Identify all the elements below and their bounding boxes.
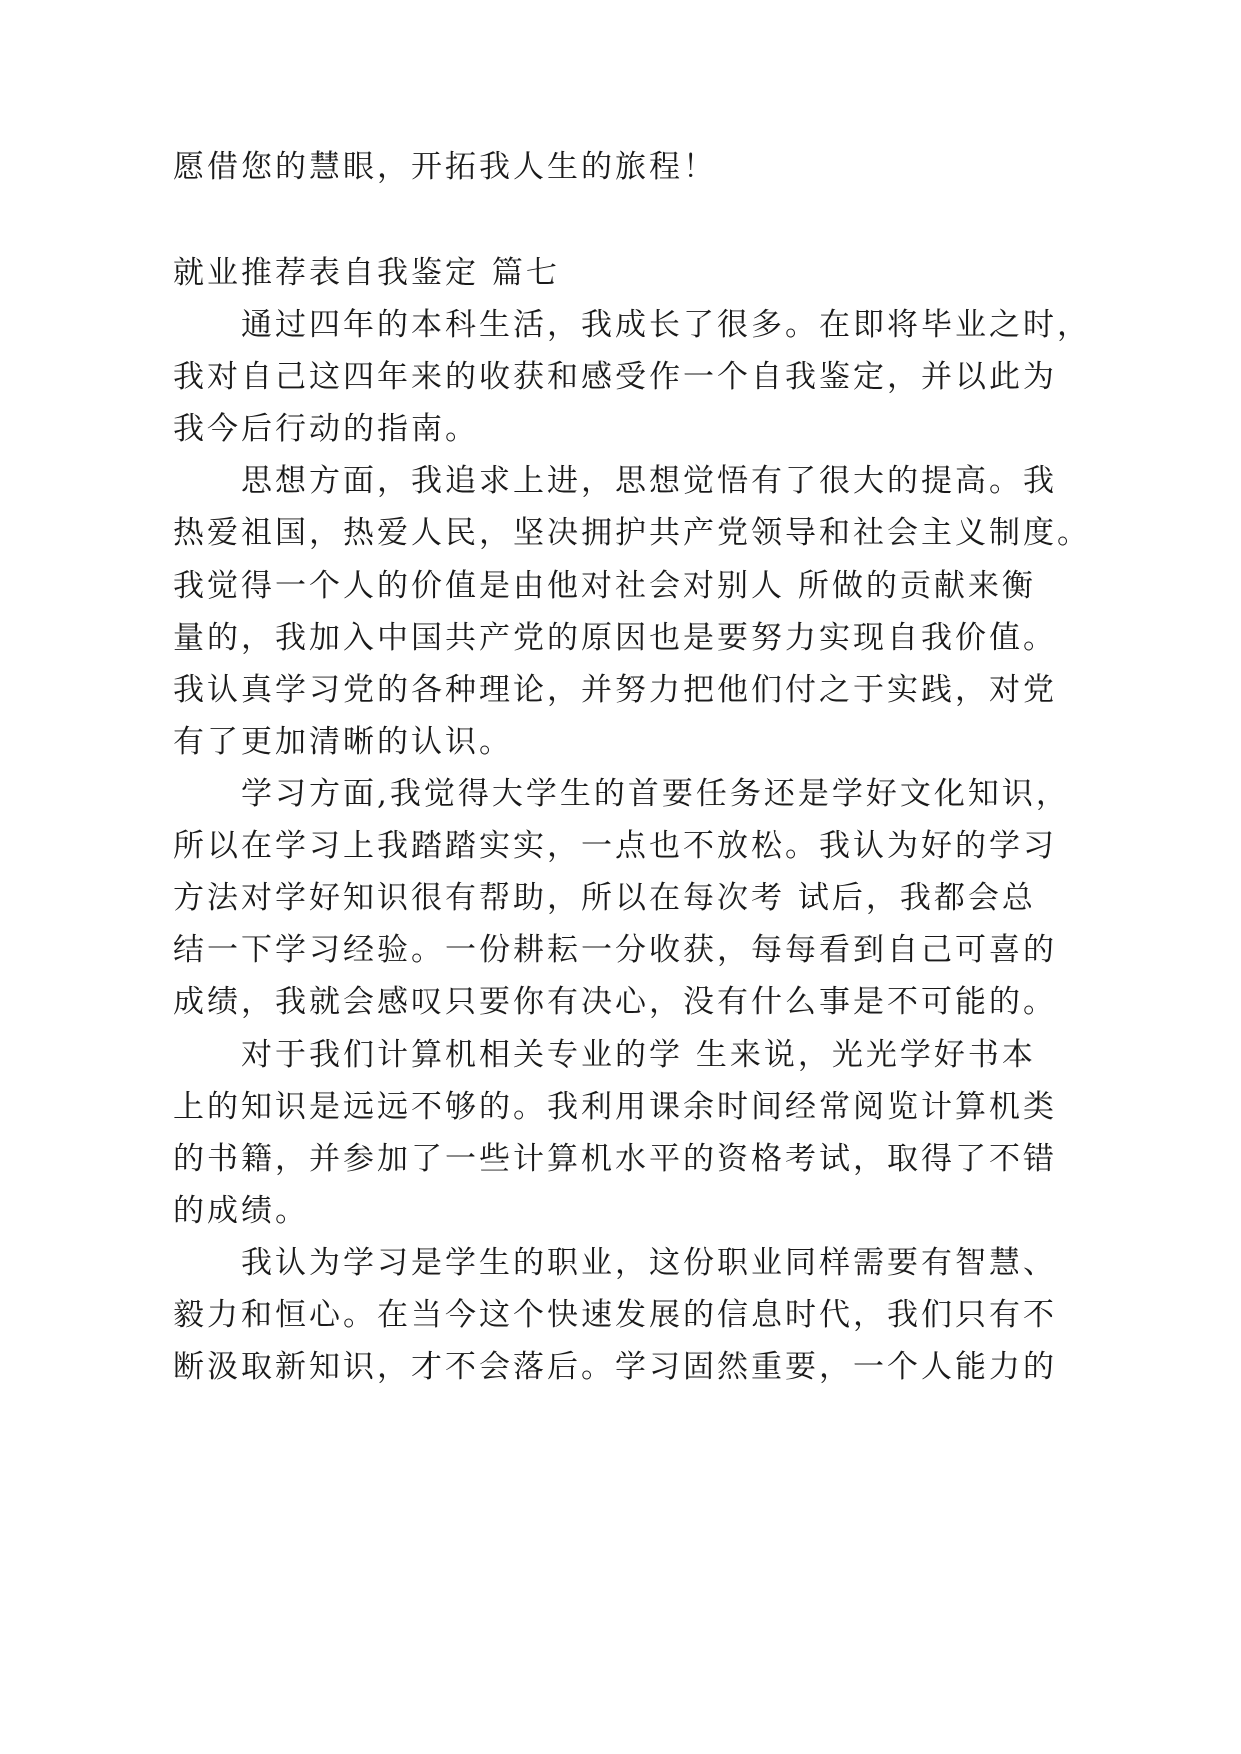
paragraph-line-text: 我认为学习是学生的职业，这份职业同样需要有智慧、: [241, 1245, 1057, 1281]
paragraph-line: [0, 1087, 1241, 1127]
paragraph-line-text: 的书籍，并参加了一些计算机水平的资格考试，取得了不错: [173, 1141, 1057, 1177]
paragraph-line: [0, 513, 1241, 553]
paragraph-line-text: 成绩，我就会感叹只要你有决心，没有什么事是不可能的。: [173, 984, 1057, 1020]
closing-line-text: 愿借您的慧眼，开拓我人生的旅程！: [173, 149, 717, 185]
paragraph-line-text: 学习方面,我觉得大学生的首要任务还是学好文化知识，: [241, 776, 1070, 812]
paragraph-line-text: 我觉得一个人的价值是由他对社会对别人 所做的贡献来衡: [173, 568, 1036, 604]
paragraph-line: [0, 461, 1241, 501]
paragraph-line: [0, 1347, 1241, 1387]
section-title: [0, 253, 1241, 293]
paragraph-line: [0, 826, 1241, 866]
paragraph-line-text: 我认真学习党的各种理论，并努力把他们付之于实践，对党: [173, 672, 1057, 708]
paragraph-line-text: 量的，我加入中国共产党的原因也是要努力实现自我价值。: [173, 620, 1057, 656]
paragraph-line: [0, 566, 1241, 606]
paragraph-line-text: 热爱祖国，热爱人民，坚决拥护共产党领导和社会主义制度。: [173, 515, 1091, 551]
paragraph-line: [0, 722, 1241, 762]
paragraph-line: [0, 305, 1241, 345]
paragraph-line-text: 思想方面，我追求上进，思想觉悟有了很大的提高。我: [241, 463, 1057, 499]
paragraph-line: [0, 930, 1241, 970]
paragraph-line-text: 通过四年的本科生活，我成长了很多。在即将毕业之时，: [241, 307, 1091, 343]
paragraph-line: [0, 1243, 1241, 1283]
section-title-text: 就业推荐表自我鉴定 篇七: [173, 255, 560, 291]
paragraph-line-text: 断汲取新知识，才不会落后。学习固然重要，一个人能力的: [173, 1349, 1057, 1385]
paragraph-line: [0, 670, 1241, 710]
paragraph-line-text: 的成绩。: [173, 1193, 309, 1229]
paragraph-line-text: 有了更加清晰的认识。: [173, 724, 513, 760]
paragraph-line-text: 所以在学习上我踏踏实实，一点也不放松。我认为好的学习: [173, 828, 1057, 864]
paragraph-line-text: 我今后行动的指南。: [173, 411, 479, 447]
paragraph-line: [0, 1191, 1241, 1231]
paragraph-line: [0, 1139, 1241, 1179]
paragraph-line-text: 方法对学好知识很有帮助，所以在每次考 试后，我都会总: [173, 880, 1036, 916]
paragraph-line-text: 对于我们计算机相关专业的学 生来说，光光学好书本: [241, 1037, 1036, 1073]
paragraph-line: [0, 1035, 1241, 1075]
paragraph-line: [0, 618, 1241, 658]
paragraph-line: [0, 982, 1241, 1022]
paragraph-line: [0, 357, 1241, 397]
paragraph-line-text: 上的知识是远远不够的。我利用课余时间经常阅览计算机类: [173, 1089, 1057, 1125]
paragraph-line: [0, 1295, 1241, 1335]
paragraph-line-text: 我对自己这四年来的收获和感受作一个自我鉴定，并以此为: [173, 359, 1057, 395]
paragraph-line: [0, 409, 1241, 449]
closing-line: [0, 147, 1241, 187]
paragraph-line-text: 毅力和恒心。在当今这个快速发展的信息时代，我们只有不: [173, 1297, 1057, 1333]
paragraph-line: [0, 774, 1241, 814]
paragraph-line-text: 结一下学习经验。一份耕耘一分收获，每每看到自己可喜的: [173, 932, 1057, 968]
paragraph-line: [0, 878, 1241, 918]
